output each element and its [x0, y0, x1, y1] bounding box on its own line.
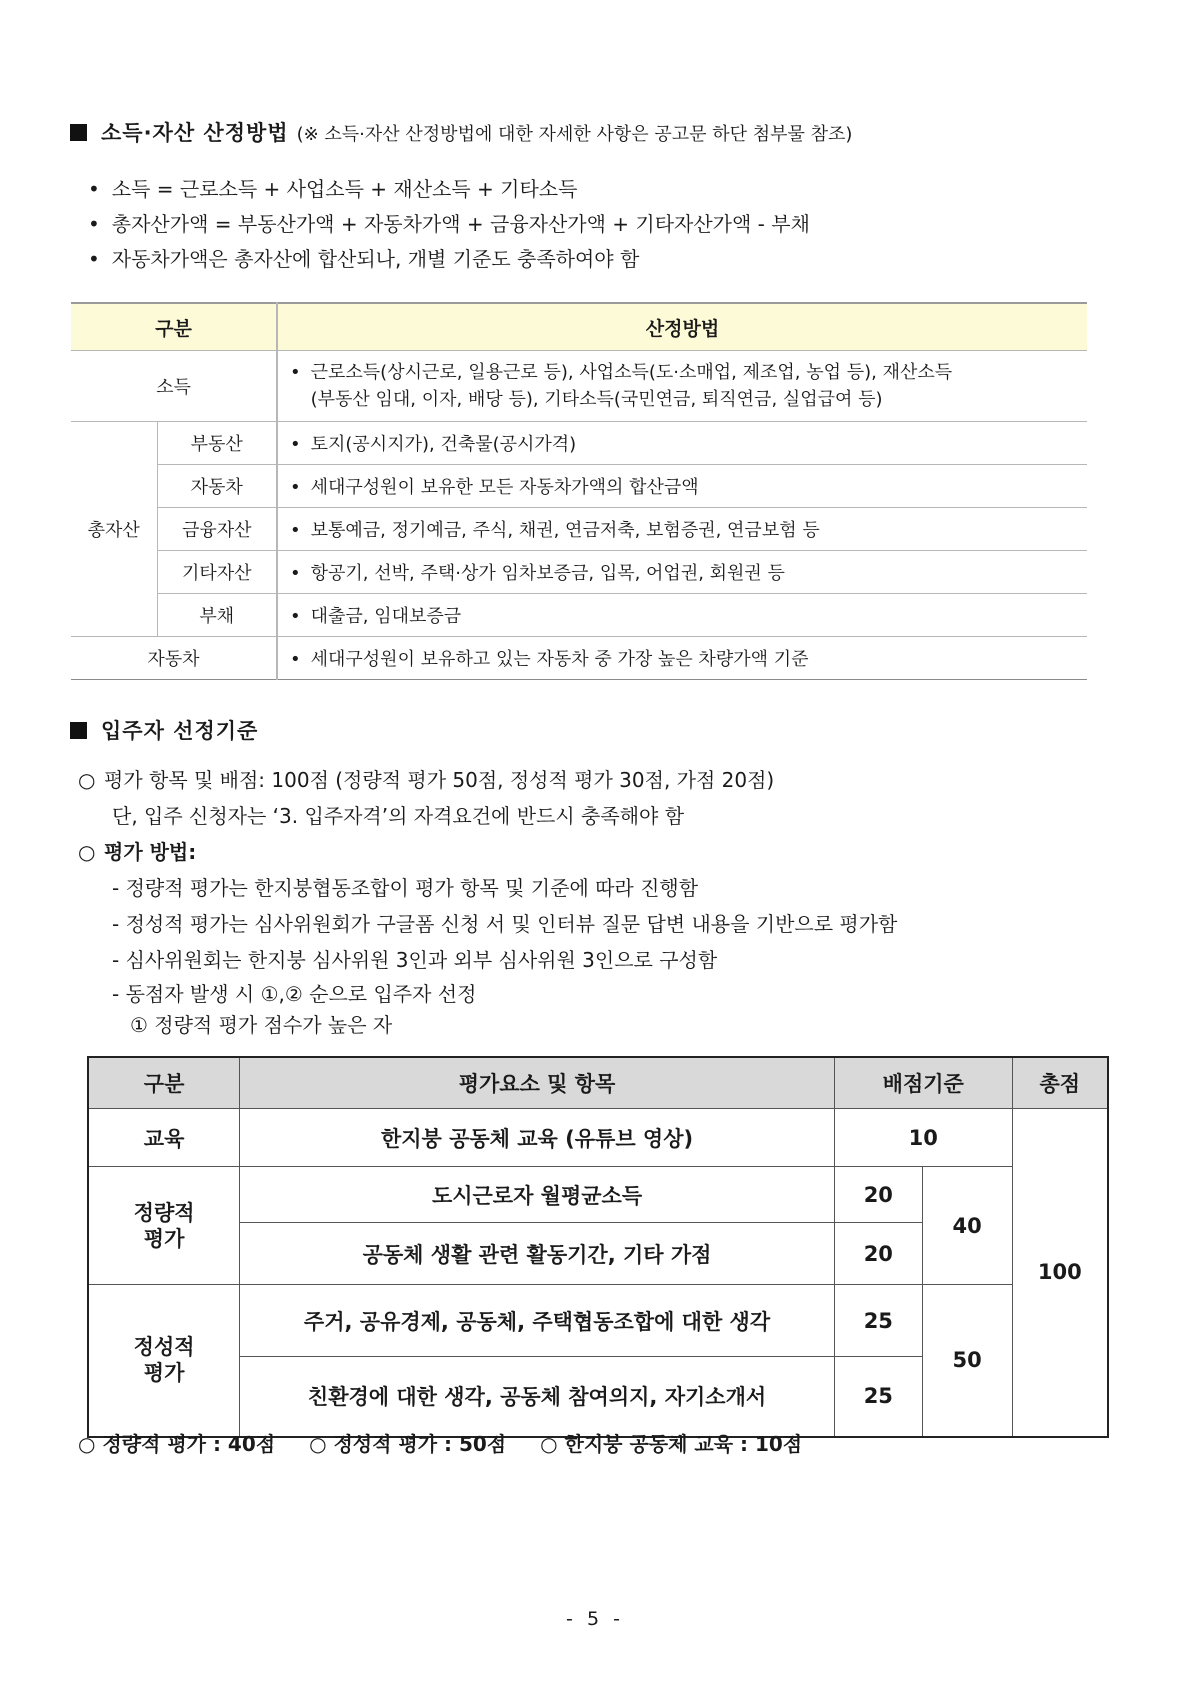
- row-label: 교육: [88, 1109, 240, 1167]
- row-score: 10: [834, 1109, 1012, 1167]
- subtotal-score: 40: [922, 1167, 1012, 1285]
- row-label: 기타자산: [157, 551, 277, 594]
- criteria-line: ○ 평가 항목 및 배점: 100점 (정량적 평가 50점, 정성적 평가 30점, 가점 20점): [78, 768, 775, 792]
- black-square-icon: [70, 722, 87, 739]
- section-title: 입주자 선정기준: [101, 719, 259, 743]
- table-header: 구분: [88, 1057, 240, 1109]
- summary-item: ○ 한지붕 공동체 교육 : 10점: [540, 1432, 803, 1456]
- summary-item: ○ 정성적 평가 : 50점: [309, 1432, 507, 1456]
- black-square-icon: [70, 124, 87, 141]
- row-text: • 세대구성원이 보유하고 있는 자동차 중 가장 높은 차량가액 기준: [277, 637, 1087, 680]
- section-income-assets-heading: [70, 118, 852, 150]
- subtotal-score: 50: [922, 1285, 1012, 1437]
- row-label: 정성적 평가: [88, 1285, 240, 1437]
- row-group-label: 총자산: [71, 422, 157, 637]
- row-label: 부동산: [157, 422, 277, 465]
- section-note: (※ 소득·자산 산정방법에 대한 자세한 사항은 공고문 하단 첨부물 참조): [296, 124, 853, 145]
- score-summary: [78, 1428, 836, 1457]
- total-score: 100: [1012, 1109, 1108, 1437]
- row-label: 자동차: [71, 637, 277, 680]
- row-text: • 토지(공시지가), 건축물(공시가격): [277, 422, 1087, 465]
- page-number: - 5 -: [566, 1608, 624, 1630]
- row-label: 부채: [157, 594, 277, 637]
- row-label: 자동차: [157, 465, 277, 508]
- row-label: 소득: [71, 351, 277, 422]
- row-text: • 근로소득(상시근로, 일용근로 등), 사업소득(도·소매업, 제조업, 농업 등), 재산소득 (부동산 임대, 이자, 배당 등), 기타소득(국민연금, 퇴직연금, 실업급여 등): [277, 351, 1087, 422]
- table-row: [71, 465, 1087, 508]
- row-score: 20: [834, 1223, 922, 1285]
- table-row: [71, 422, 1087, 465]
- table-header: 구분: [71, 303, 277, 351]
- row-score: 25: [834, 1285, 922, 1357]
- row-text: • 세대구성원이 보유한 모든 자동차가액의 합산금액: [277, 465, 1087, 508]
- tiebreak-item: ① 정량적 평가 점수가 높은 자: [130, 1013, 393, 1037]
- row-text: • 보통예금, 정기예금, 주식, 채권, 연금저축, 보험증권, 연금보험 등: [277, 508, 1087, 551]
- evaluation-table: [87, 1056, 1109, 1438]
- row-item: 친환경에 대한 생각, 공동체 참여의지, 자기소개서: [240, 1357, 835, 1437]
- method-item: - 정량적 평가는 한지붕협동조합이 평가 항목 및 기준에 따라 진행함: [112, 876, 699, 900]
- table-header: 산정방법: [277, 303, 1087, 351]
- summary-item: ○ 정량적 평가 : 40점: [78, 1432, 276, 1456]
- table-header: 배점기준: [834, 1057, 1012, 1109]
- row-item: 주거, 공유경제, 공동체, 주택협동조합에 대한 생각: [240, 1285, 835, 1357]
- row-text: • 대출금, 임대보증금: [277, 594, 1087, 637]
- row-label: 금융자산: [157, 508, 277, 551]
- income-formula-list: [88, 172, 810, 277]
- row-item: 공동체 생활 관련 활동기간, 기타 가점: [240, 1223, 835, 1285]
- list-item: • 소득 = 근로소득 + 사업소득 + 재산소득 + 기타소득: [88, 172, 810, 207]
- table-row: [88, 1109, 1108, 1167]
- row-score: 20: [834, 1167, 922, 1223]
- row-score: 25: [834, 1357, 922, 1437]
- method-item: - 심사위원회는 한지붕 심사위원 3인과 외부 심사위원 3인으로 구성함: [112, 948, 718, 972]
- table-row: [71, 594, 1087, 637]
- criteria-line: 단, 입주 신청자는 ‘3. 입주자격’의 자격요건에 반드시 충족해야 함: [112, 804, 685, 828]
- list-item: • 총자산가액 = 부동산가액 + 자동차가액 + 금융자산가액 + 기타자산가액 - 부채: [88, 207, 810, 242]
- table-row: [71, 508, 1087, 551]
- section-selection-heading: [70, 716, 258, 746]
- method-item: - 동점자 발생 시 ①,② 순으로 입주자 선정: [112, 982, 477, 1006]
- row-item: 도시근로자 월평균소득: [240, 1167, 835, 1223]
- row-item: 한지붕 공동체 교육 (유튜브 영상): [240, 1109, 835, 1167]
- table-row: [88, 1167, 1108, 1223]
- list-item: • 자동차가액은 총자산에 합산되나, 개별 기준도 충족하여야 함: [88, 242, 810, 277]
- table-header: 평가요소 및 항목: [240, 1057, 835, 1109]
- table-row: [71, 637, 1087, 680]
- table-header: 총점: [1012, 1057, 1108, 1109]
- row-text: • 항공기, 선박, 주택·상가 임차보증금, 입목, 어업권, 회원권 등: [277, 551, 1087, 594]
- section-title: 소득·자산 산정방법: [101, 121, 289, 145]
- method-item: - 정성적 평가는 심사위원회가 구글폼 신청 서 및 인터뷰 질문 답변 내용을 기반으로 평가함: [112, 912, 898, 936]
- table-row: [71, 351, 1087, 422]
- method-title: ○ 평가 방법:: [78, 840, 197, 864]
- income-assets-table: [71, 302, 1087, 680]
- table-row: [88, 1285, 1108, 1357]
- selection-criteria-text: [78, 762, 897, 1040]
- table-row: [71, 551, 1087, 594]
- row-label: 정량적 평가: [88, 1167, 240, 1285]
